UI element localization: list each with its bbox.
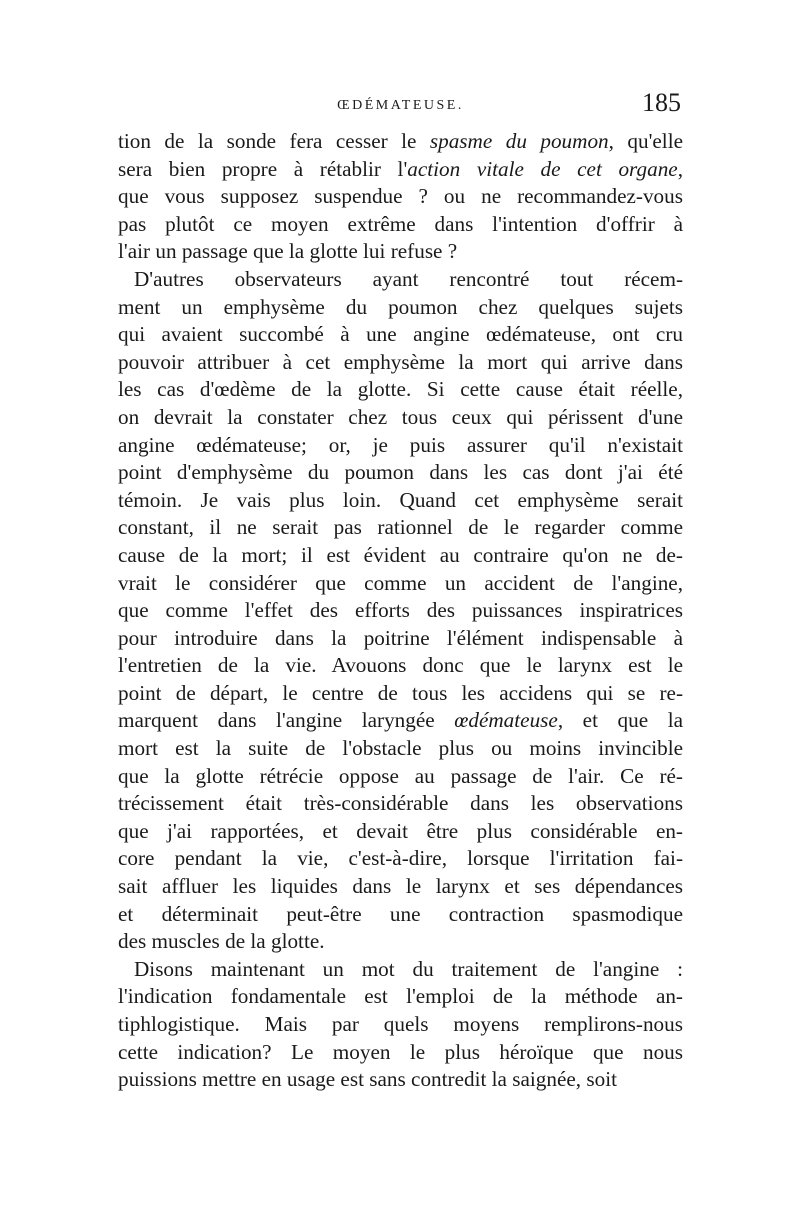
text-segment: que comme l'effet des efforts des puissances inspiratrices (118, 598, 683, 623)
italic-text: spasme du poumon (429, 129, 609, 153)
text-segment: on devrait la constater chez tous ceux qui périssent d'une (118, 404, 683, 429)
text-line (118, 901, 683, 929)
text-line (118, 156, 683, 184)
text-line (118, 238, 683, 266)
text-line (118, 487, 683, 515)
text-segment: pouvoir attribuer à cet emphysème la mort qui arrive dans (118, 349, 683, 374)
book-page (118, 88, 683, 1094)
text-line (118, 404, 683, 432)
text-segment: que vous supposez suspendue ? ou ne recommandez-vous (118, 184, 683, 209)
text-segment: que la glotte rétrécie oppose au passage de l'air. Ce ré- (118, 763, 683, 788)
text-segment: cette indication? Le moyen le plus héroïque que nous (118, 1039, 683, 1064)
text-line (118, 652, 683, 680)
text-segment: sera bien propre à rétablir l' (118, 156, 408, 181)
italic-text: action vitale de cet organe (407, 156, 678, 181)
text-line (118, 625, 683, 653)
body-text (118, 128, 683, 1094)
text-line (118, 956, 683, 984)
text-segment: les cas d'œdème de la glotte. Si cette cause était réelle, (118, 377, 683, 402)
page-number: 185 (642, 88, 681, 117)
text-segment: cause de la mort; il est évident au contraire qu'on ne de- (118, 542, 683, 567)
text-line (118, 432, 683, 460)
text-segment: constant, il ne serait pas rationnel de le regarder comme (118, 515, 683, 540)
text-segment: , (677, 156, 683, 181)
text-line (118, 763, 683, 791)
text-line (118, 266, 683, 294)
text-line (118, 128, 683, 156)
text-line (118, 845, 683, 873)
text-line (118, 1039, 683, 1067)
text-segment: l'indication fondamentale est l'emploi de la méthode an- (118, 984, 683, 1009)
text-segment: marquent dans l'angine laryngée (118, 708, 455, 733)
text-line (118, 983, 683, 1011)
text-segment: Disons maintenant un mot du traitement de l'angine : (134, 956, 683, 981)
text-segment: point de départ, le centre de tous les accidens qui se re- (118, 680, 683, 705)
text-segment: core pendant la vie, c'est-à-dire, lorsque l'irritation fai- (118, 846, 683, 871)
text-segment: sait affluer les liquides dans le larynx et ses dépendances (118, 874, 683, 899)
text-line (118, 321, 683, 349)
text-segment: ment un emphysème du poumon chez quelques sujets (118, 294, 683, 319)
text-segment: puissions mettre en usage est sans contredit la saignée, soit (118, 1067, 617, 1092)
text-line (118, 349, 683, 377)
text-segment: vrait le considérer que comme un accident de l'angine, (118, 570, 683, 595)
text-line (118, 680, 683, 708)
text-segment: trécissement était très-considérable dans les observations (118, 791, 683, 816)
text-line (118, 459, 683, 487)
text-segment: D'autres observateurs ayant rencontré tout récem- (134, 266, 683, 291)
text-line (118, 211, 683, 239)
text-segment: l'entretien de la vie. Avouons donc que le larynx est le (118, 653, 683, 678)
text-segment: pour introduire dans la poitrine l'élément indispensable à (118, 625, 683, 650)
text-line (118, 735, 683, 763)
text-segment: des muscles de la glotte. (118, 929, 325, 954)
text-line (118, 1011, 683, 1039)
text-line (118, 570, 683, 598)
text-line (118, 294, 683, 322)
text-segment: l'air un passage que la glotte lui refuse ? (118, 239, 458, 264)
text-line (118, 790, 683, 818)
text-segment: qui avaient succombé à une angine œdémateuse, ont cru (118, 322, 683, 347)
text-segment: mort est la suite de l'obstacle plus ou moins invincible (118, 736, 683, 761)
text-segment: pas plutôt ce moyen extrême dans l'intention d'offrir à (118, 211, 683, 236)
running-title: ŒDÉMATEUSE. (337, 98, 464, 113)
text-segment: , qu'elle (608, 129, 683, 153)
text-line (118, 542, 683, 570)
text-segment: et déterminait peut-être une contraction spasmodique (118, 901, 683, 926)
text-segment: témoin. Je vais plus loin. Quand cet emphysème serait (118, 487, 683, 512)
text-line (118, 514, 683, 542)
text-segment: tiphlogistique. Mais par quels moyens remplirons-nous (118, 1012, 683, 1036)
text-segment: angine œdémateuse; or, je puis assurer qu'il n'existait (118, 432, 683, 457)
text-line (118, 818, 683, 846)
text-segment: point d'emphysème du poumon dans les cas dont j'ai été (118, 460, 683, 485)
text-segment: , et que la (557, 708, 683, 733)
text-line (118, 1066, 683, 1094)
text-line (118, 597, 683, 625)
text-line (118, 376, 683, 404)
text-line (118, 928, 683, 956)
text-segment: tion de la sonde fera cesser le (118, 129, 430, 153)
text-line (118, 707, 683, 735)
italic-text: œdémateuse (454, 708, 558, 733)
text-line (118, 183, 683, 211)
text-line (118, 873, 683, 901)
text-segment: que j'ai rapportées, et devait être plus considérable en- (118, 818, 683, 843)
running-head (118, 88, 683, 122)
